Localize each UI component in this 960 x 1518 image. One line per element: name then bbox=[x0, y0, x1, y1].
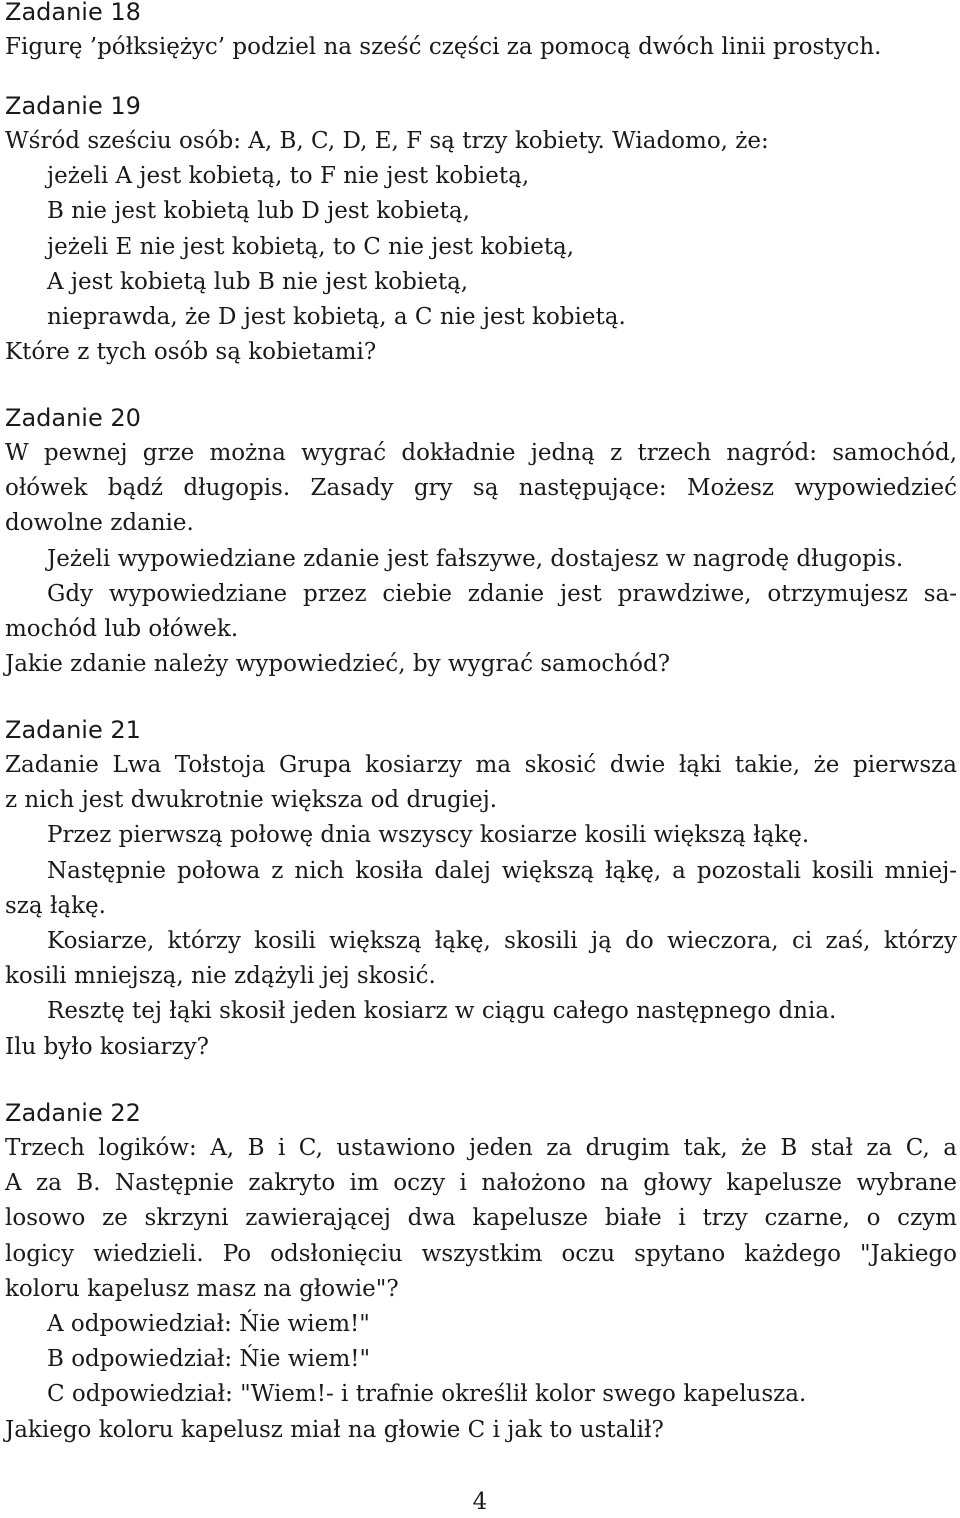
task-text-line: A odpowiedział: Ńie wiem!" bbox=[47, 1310, 370, 1337]
task-text-line: szą łąkę. bbox=[5, 892, 106, 919]
task-heading: Zadanie 21 bbox=[5, 716, 141, 744]
task-text-line: ołówek bądź długopis. Zasady gry są następujące: Możesz wypowiedzieć bbox=[5, 475, 957, 502]
task-text-line: Ilu było kosiarzy? bbox=[5, 1033, 209, 1060]
task-heading: Zadanie 22 bbox=[5, 1099, 141, 1127]
task-text-line: B nie jest kobietą lub D jest kobietą, bbox=[47, 198, 470, 225]
task-text-line: Następnie połowa z nich kosiła dalej większą łąkę, a pozostali kosili mniej- bbox=[47, 857, 957, 884]
task-text-line: koloru kapelusz masz na głowie"? bbox=[5, 1275, 399, 1302]
task-text-line: Kosiarze, którzy kosili większą łąkę, skosili ją do wieczora, ci zaś, którzy bbox=[47, 927, 957, 954]
task-21 bbox=[5, 713, 957, 1065]
task-text-line: jeżeli A jest kobietą, to F nie jest kobietą, bbox=[47, 163, 530, 190]
task-text-line: z nich jest dwukrotnie większa od drugiej. bbox=[5, 787, 498, 814]
task-text-line: Trzech logików: A, B i C, ustawiono jeden za drugim tak, że B stał za C, a bbox=[5, 1135, 957, 1161]
task-text-line: dowolne zdanie. bbox=[5, 510, 194, 537]
task-text-line: kosili mniejszą, nie zdążyli jej skosić. bbox=[5, 963, 436, 990]
task-text-line: C odpowiedział: "Wiem!- i trafnie określił kolor swego kapelusza. bbox=[47, 1381, 807, 1408]
task-text-line: Jakie zdanie należy wypowiedzieć, by wygrać samochód? bbox=[5, 651, 671, 678]
task-text-line: Resztę tej łąki skosił jeden kosiarz w ciągu całego następnego dnia. bbox=[47, 998, 837, 1025]
task-text-line: Gdy wypowiedziane przez ciebie zdanie jest prawdziwe, otrzymujesz sa- bbox=[47, 580, 957, 607]
task-text-line: Zadanie Lwa Tołstoja Grupa kosiarzy ma skosić dwie łąki takie, że pierwsza bbox=[5, 752, 957, 778]
task-18 bbox=[5, 0, 957, 65]
task-text-line: B odpowiedział: Ńie wiem!" bbox=[47, 1346, 371, 1373]
task-heading: Zadanie 19 bbox=[5, 92, 141, 120]
task-text-line: Które z tych osób są kobietami? bbox=[5, 339, 377, 366]
task-22 bbox=[5, 1096, 957, 1448]
task-text-line: A jest kobietą lub B nie jest kobietą, bbox=[47, 268, 469, 295]
task-text-line: Figurę ’półksiężyc’ podziel na sześć części za pomocą dwóch linii prostych. bbox=[5, 34, 882, 60]
task-text-line: jeżeli E nie jest kobietą, to C nie jest kobietą, bbox=[47, 233, 575, 260]
task-text-line: logicy wiedzieli. Po odsłonięciu wszystkim oczu spytano każdego "Jakiego bbox=[5, 1240, 957, 1267]
task-text-line: losowo ze skrzyni zawierającej dwa kapelusze białe i trzy czarne, o czym bbox=[5, 1205, 957, 1232]
task-text-line: Jakiego koloru kapelusz miał na głowie C i jak to ustalił? bbox=[5, 1416, 664, 1443]
task-20 bbox=[5, 401, 957, 682]
task-text-line: mochód lub ołówek. bbox=[5, 615, 239, 642]
task-heading: Zadanie 20 bbox=[5, 404, 141, 432]
task-heading: Zadanie 18 bbox=[5, 0, 141, 26]
task-text-line: nieprawda, że D jest kobietą, a C nie jest kobietą. bbox=[47, 303, 626, 330]
task-text-line: A za B. Następnie zakryto im oczy i nałożono na głowy kapelusze wybrane bbox=[5, 1170, 957, 1197]
task-text-line: Przez pierwszą połowę dnia wszyscy kosiarze kosili większą łąkę. bbox=[47, 822, 810, 849]
page-number: 4 bbox=[472, 1489, 488, 1515]
task-text-line: Wśród sześciu osób: A, B, C, D, E, F są trzy kobiety. Wiadomo, że: bbox=[5, 128, 769, 154]
task-text-line: W pewnej grze można wygrać dokładnie jedną z trzech nagród: samochód, bbox=[5, 440, 957, 466]
task-19 bbox=[5, 89, 957, 370]
task-text-line: Jeżeli wypowiedziane zdanie jest fałszywe, dostajesz w nagrodę długopis. bbox=[47, 545, 904, 572]
